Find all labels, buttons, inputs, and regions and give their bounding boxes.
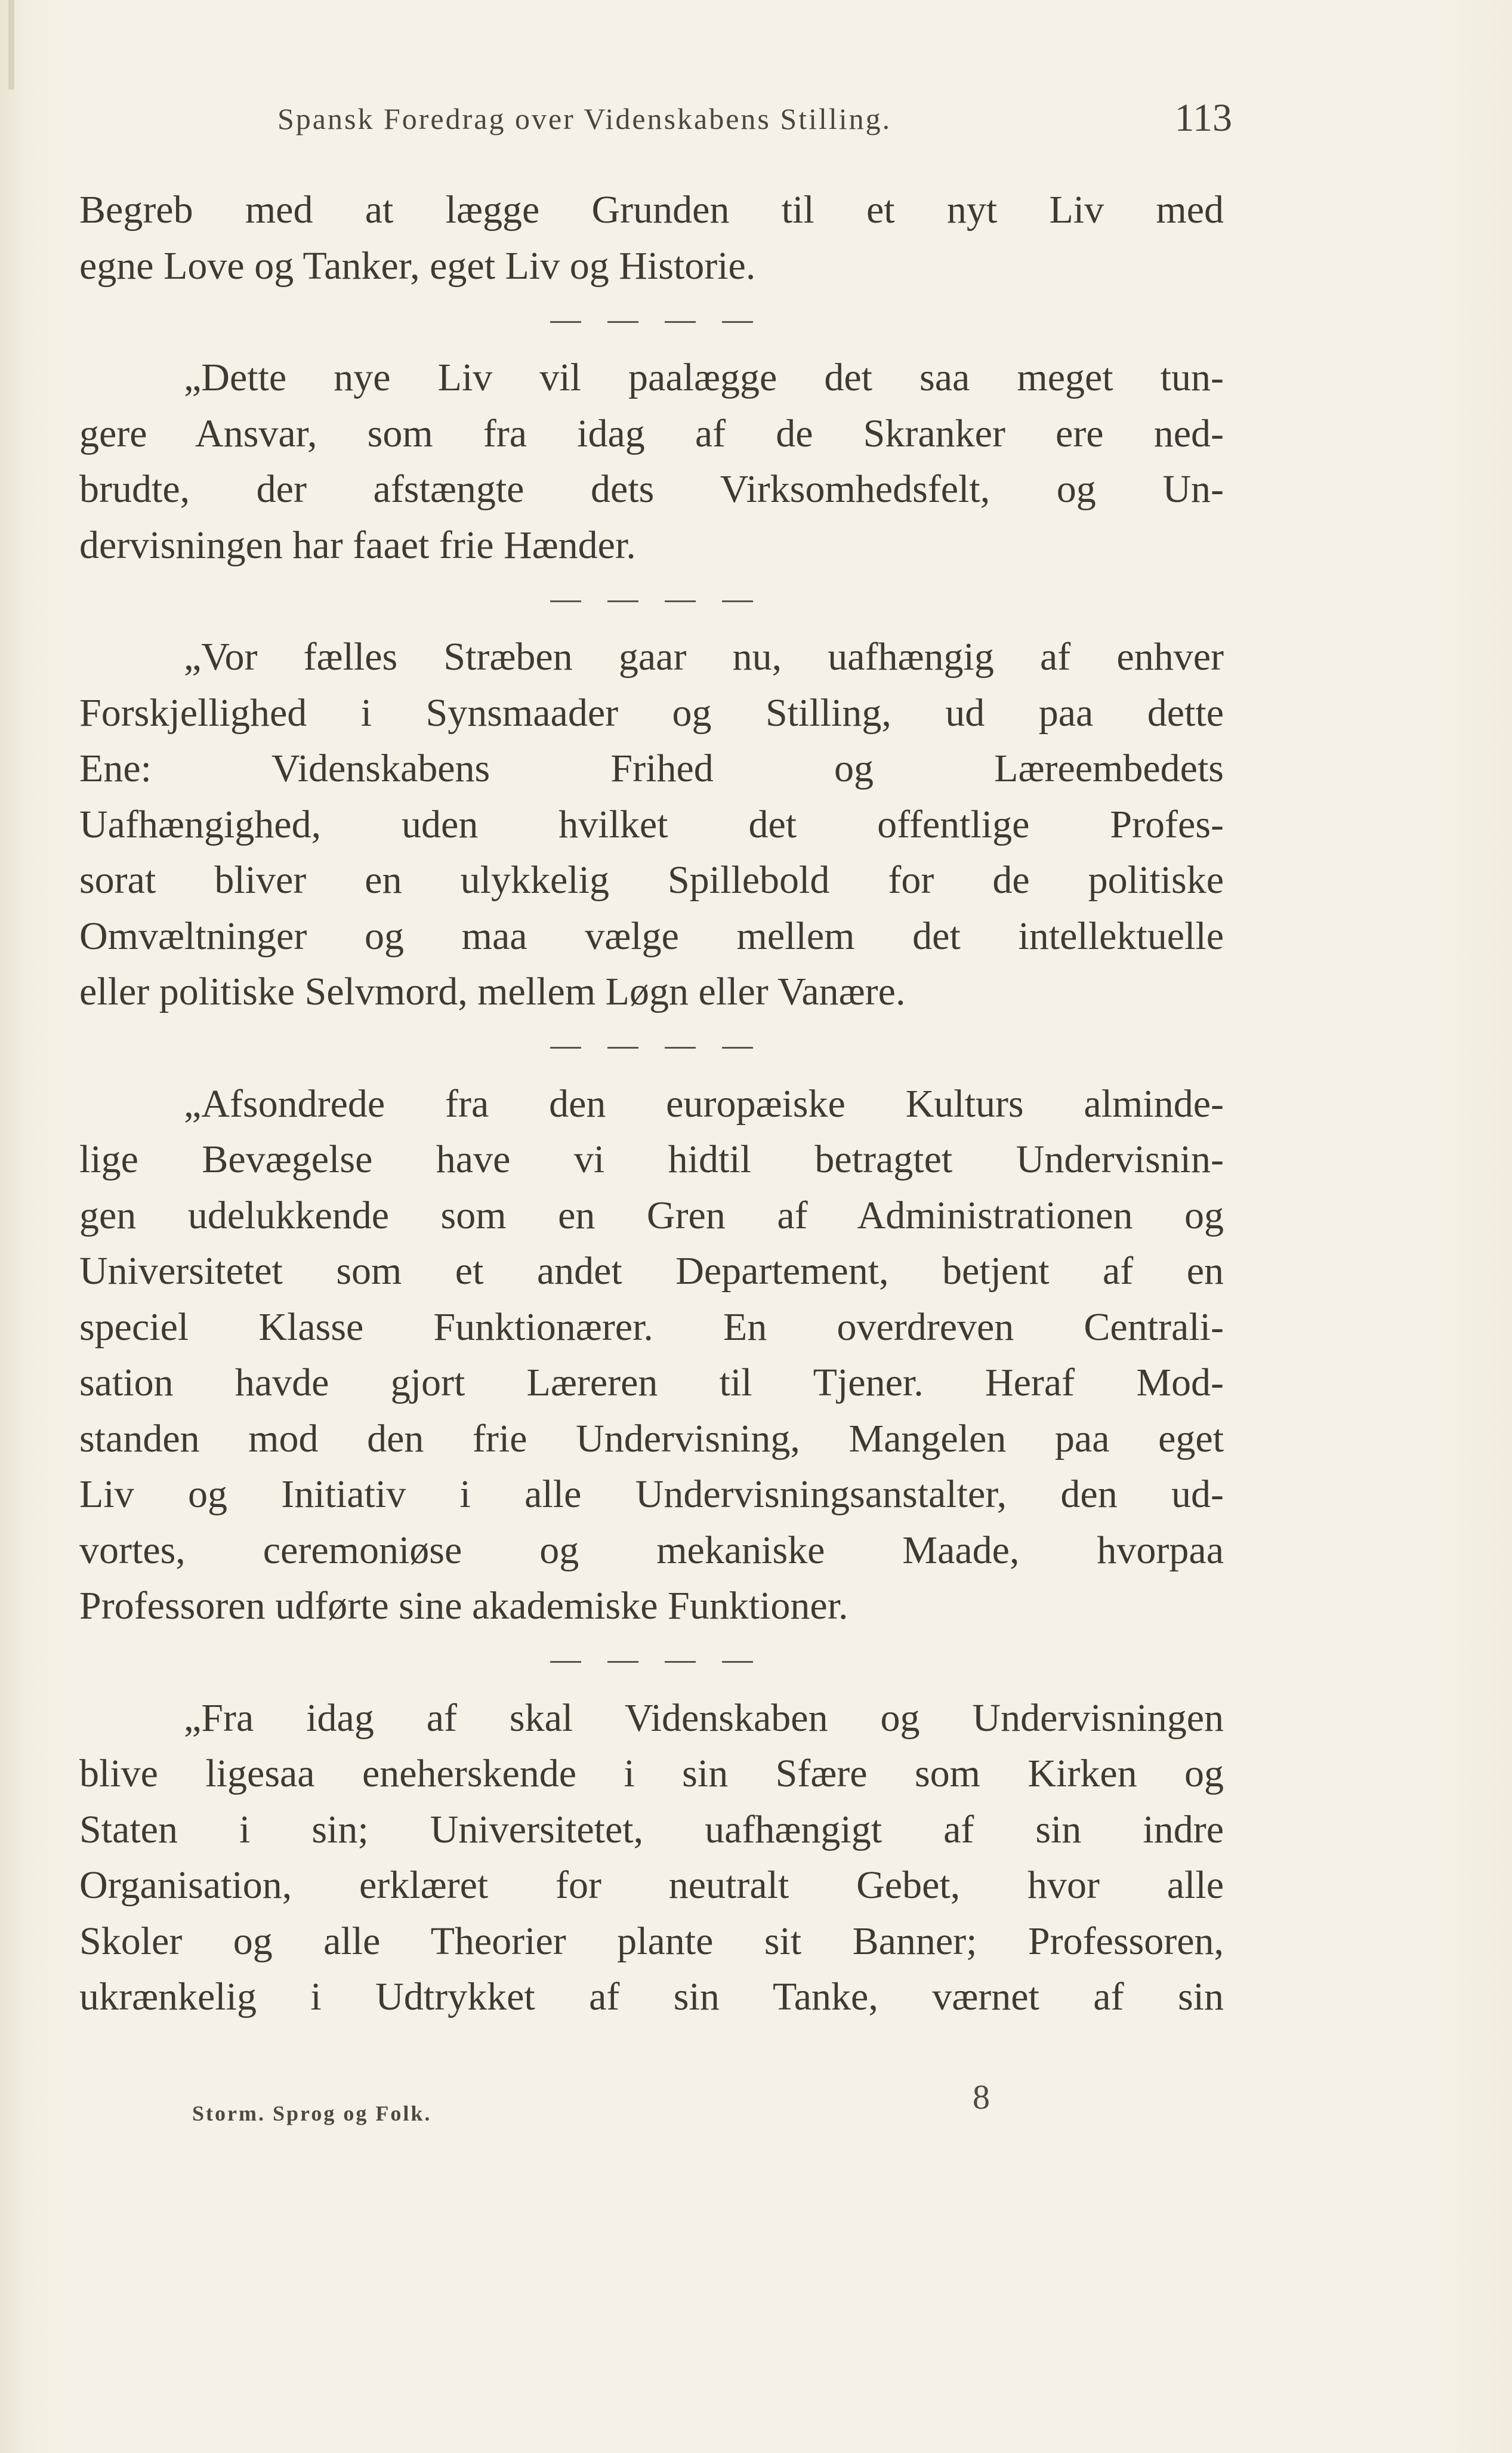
separator-dash [665,600,696,602]
text-line: standen mod den frie Undervisning, Mangelen paa eget [79,1416,1224,1460]
text-line: Organisation, erklæret for neutralt Gebet, hvor alle [79,1863,1224,1907]
text-line: Staten i sin; Universitetet, uafhængigt af sin indre [79,1807,1224,1851]
separator-dash [665,321,696,323]
section-separator [79,294,1224,350]
separator-dash [550,321,581,323]
separator-dash [607,600,638,602]
text-line: Uafhængighed, uden hvilket det offentlige Profes- [79,802,1224,846]
text-line: ukrænkelig i Udtrykket af sin Tanke, værnet af sin [79,1975,1224,2019]
separator-dash [607,1047,638,1049]
text-line: Liv og Initiativ i alle Undervisningsanstalter, den ud- [79,1472,1224,1516]
text-line: brudte, der afstængte dets Virksomhedsfelt, og Un- [79,467,1224,511]
running-title: Spansk Foredrag over Videnskabens Stilling. [277,102,892,135]
paragraph [79,182,1224,294]
text-line: sation havde gjort Læreren til Tjener. Heraf Mod- [79,1361,1224,1404]
text-line: sorat bliver en ulykkelig Spillebold for de politiske [79,858,1224,902]
text-line: egne Love og Tanker, eget Liv og Historie. [79,244,756,288]
separator-dash [550,1661,581,1663]
page-number: 113 [1174,96,1232,140]
paragraph [79,1690,1224,2025]
signature-mark: 8 [973,2078,990,2116]
text-line: Skoler og alle Theorier plante sit Banner; Professoren, [79,1919,1224,1963]
text-line: blive ligesaa eneherskende i sin Sfære som Kirken og [79,1752,1224,1795]
separator-dash [607,1661,638,1663]
text-line: „Fra idag af skal Videnskaben og Undervisningen [184,1696,1224,1740]
text-line: vortes, ceremoniøse og mekaniske Maade, hvorpaa [79,1528,1224,1572]
text-line: „Afsondrede fra den europæiske Kulturs alminde- [184,1081,1224,1126]
separator-dash [550,1047,581,1049]
text-line: Universitetet som et andet Departement, betjent af en [79,1249,1224,1293]
text-line: dervisningen har faaet frie Hænder. [79,523,636,567]
separator-dash [665,1661,696,1663]
separator-dash [665,1047,696,1049]
text-line: Begreb med at lægge Grunden til et nyt Liv med [79,188,1224,232]
text-line: „Vor fælles Stræben gaar nu, uafhængig af enhver [184,635,1224,679]
page-footer [192,2078,1027,2137]
separator-dash [722,321,753,323]
body-text [79,182,1224,2025]
separator-dash [607,321,638,323]
printer-signature: Storm. Sprog og Folk. [192,2101,432,2125]
section-separator [79,573,1224,629]
separator-dash [722,600,753,602]
paragraph [79,350,1224,573]
text-line: Ene: Videnskabens Frihed og Læreembedets [79,747,1224,790]
text-line: Professoren udførte sine akademiske Funktioner. [79,1584,848,1628]
text-line: Omvæltninger og maa vælge mellem det intellektuelle [79,914,1224,958]
separator-dash [722,1661,753,1663]
text-line: speciel Klasse Funktionærer. En overdreven Centrali- [79,1305,1224,1349]
paragraph [79,1076,1224,1634]
page-edge-shadow [8,0,14,90]
text-line: lige Bevægelse have vi hidtil betragtet Undervisnin- [79,1138,1224,1181]
text-line: gen udelukkende som en Gren af Administrationen og [79,1193,1224,1237]
text-line: Forskjellighed i Synsmaader og Stilling, ud paa dette [79,691,1224,735]
separator-dash [550,600,581,602]
text-line: gere Ansvar, som fra idag af de Skranker ere ned- [79,411,1224,455]
paragraph [79,629,1224,1020]
section-separator [79,1020,1224,1076]
section-separator [79,1634,1224,1690]
text-line: „Dette nye Liv vil paalægge det saa meget tun- [184,356,1224,399]
separator-dash [722,1047,753,1049]
page-header [277,95,1232,149]
text-line: eller politiske Selvmord, mellem Løgn eller Vanære. [79,970,906,1013]
